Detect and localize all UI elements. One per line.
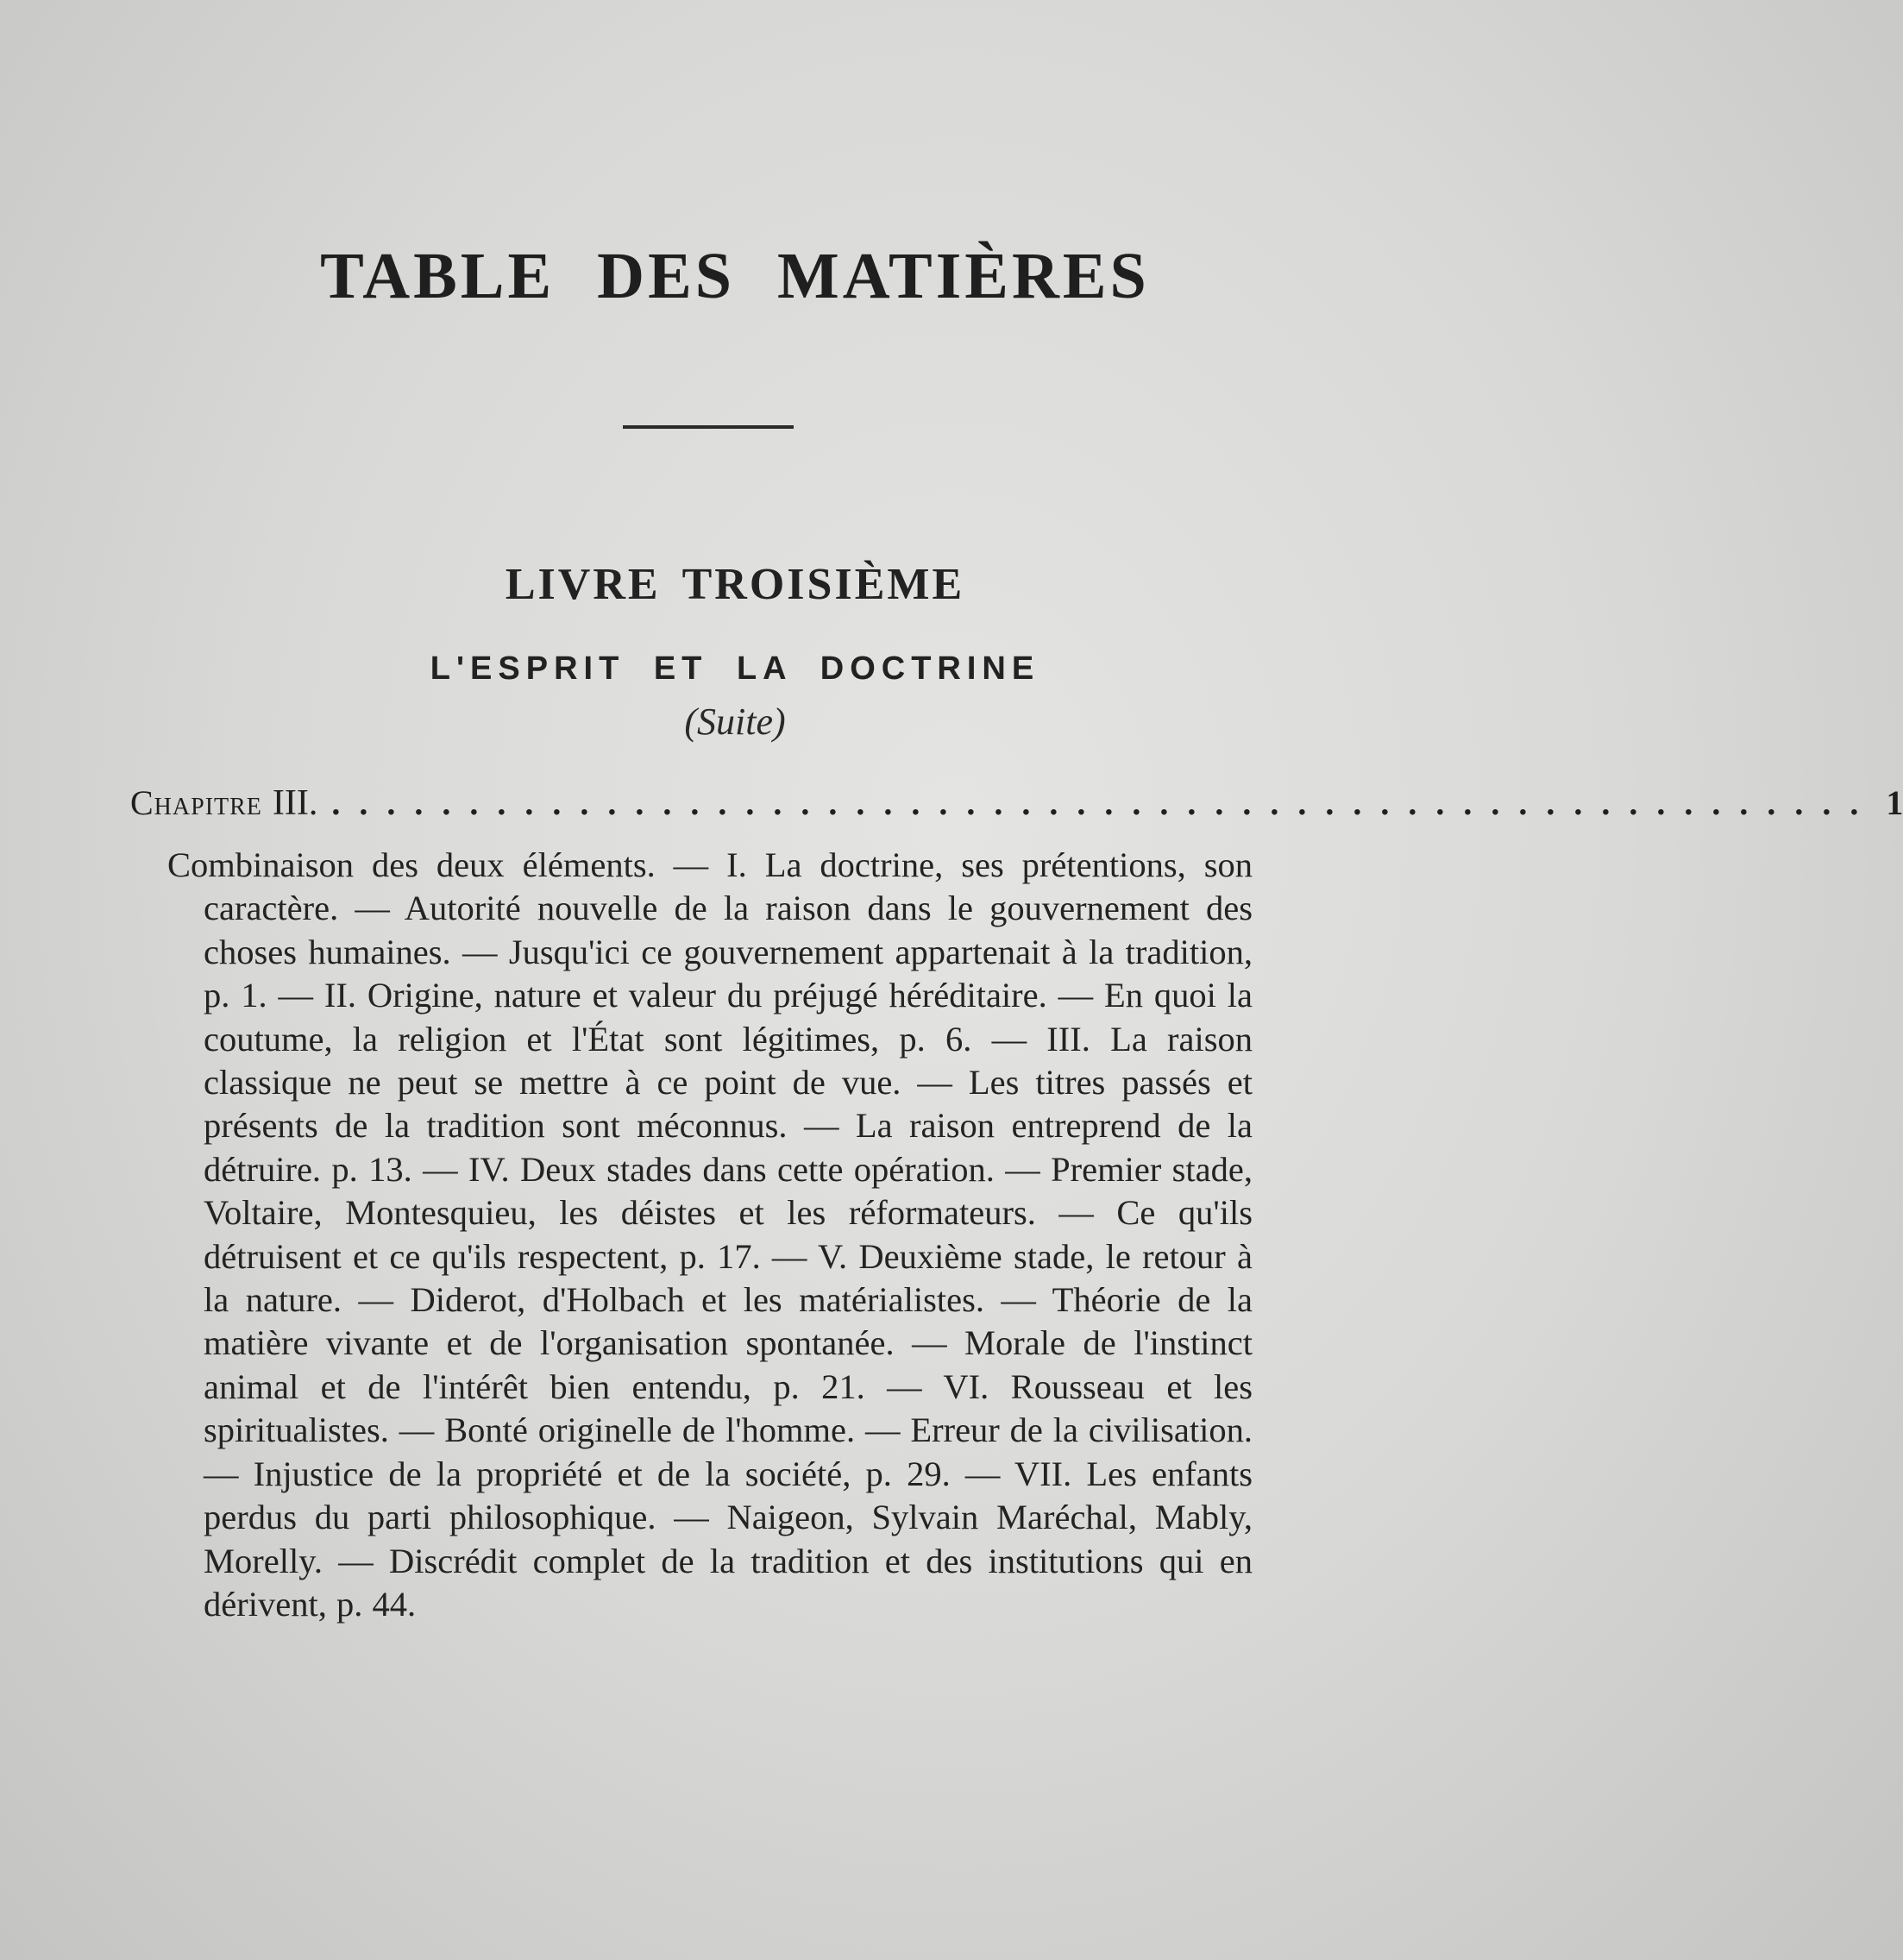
- book-note: (Suite): [684, 700, 786, 743]
- page-title: TABLE DES MATIÈRES: [320, 240, 1150, 312]
- dot-leader: ........................................................: [331, 783, 1878, 822]
- chapter-number: III.: [272, 783, 318, 823]
- chapter-entry: [130, 783, 1903, 823]
- book-subtitle: L'ESPRIT ET LA DOCTRINE: [430, 650, 1040, 687]
- chapter-page-number: 1: [1886, 783, 1903, 822]
- chapter-summary: Combinaison des deux éléments. — I. La doctrine, ses prétentions, son caractère. — Autorité nouvelle de la raison dans le gouvernement des choses humaines. — Jusqu'ici ce gouvernement appartenait à la tradition, p. 1. — II. Origine, nature et valeur du préjugé héréditaire. — En quoi la coutume, la religion et l'État sont légitimes, p. 6. — III. La raison classique ne peut se mettre à ce point de vue. — Les titres passés et présents de la tradition sont méconnus. — La raison entreprend de la détruire. p. 13. — IV. Deux stades dans cette opération. — Premier stade, Voltaire, Montesquieu, les déistes et les réformateurs. — Ce qu'ils détruisent et ce qu'ils respectent, p. 17. — V. Deuxième stade, le retour à la nature. — Diderot, d'Holbach et les matérialistes. — Théorie de la matière vivante et de l'organisation spontanée. — Morale de l'instinct animal et de l'intérêt bien entendu, p. 21. — VI. Rousseau et les spiritualistes. — Bonté originelle de l'homme. — Erreur de la civilisation. — Injustice de la propriété et de la société, p. 29. — VII. Les enfants perdus du parti philosophique. — Naigeon, Sylvain Maréchal, Mably, Morelly. — Discrédit complet de la tradition et des institutions qui en dérivent, p. 44.: [167, 845, 1253, 1624]
- book-title: LIVRE TROISIÈME: [505, 560, 965, 609]
- chapter-label: Chapitre: [130, 783, 262, 822]
- title-divider: [623, 425, 794, 429]
